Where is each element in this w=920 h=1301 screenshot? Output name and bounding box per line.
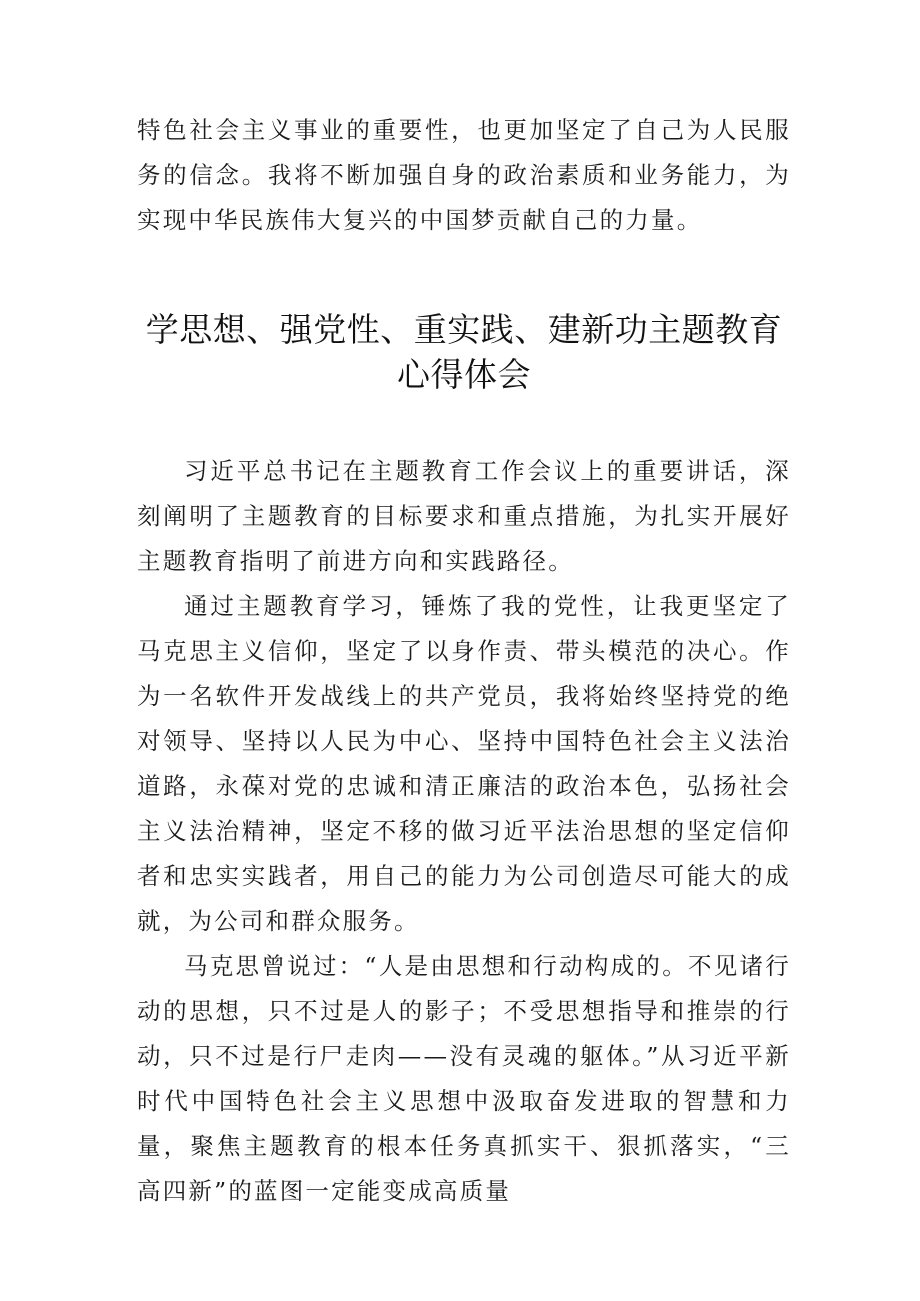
article-title: 学思想、强党性、重实践、建新功主题教育心得体会	[145, 310, 783, 394]
intro-paragraph: 特色社会主义事业的重要性，也更加坚定了自己为人民服务的信念。我将不断加强自身的政治素质和业务能力，为实现中华民族伟大复兴的中国梦贡献自己的力量。	[137, 116, 791, 234]
article-body	[137, 449, 791, 1214]
article-paragraph-1: 习近平总书记在主题教育工作会议上的重要讲话，深刻阐明了主题教育的目标要求和重点措施，为扎实开展好主题教育指明了前进方向和实践路径。	[137, 457, 791, 575]
article-paragraph-2: 通过主题教育学习，锤炼了我的党性，让我更坚定了马克思主义信仰，坚定了以身作责、带头模范的决心。作为一名软件开发战线上的共产党员，我将始终坚持党的绝对领导、坚持以人民为中心、坚持中国特色社会主义法治道路，永葆对党的忠诚和清正廉洁的政治本色，弘扬社会主义法治精神，坚定不移的做习近平法治思想的坚定信仰者和忠实实践者，用自己的能力为公司创造尽可能大的成就，为公司和群众服务。	[137, 592, 791, 935]
article-paragraph-3: 马克思曾说过：“人是由思想和行动构成的。不见诸行动的思想，只不过是人的影子；不受思想指导和推崇的行动，只不过是行尸走肉——没有灵魂的躯体。”从习近平新时代中国特色社会主义思想中汲取奋发进取的智慧和力量，聚焦主题教育的根本任务真抓实干、狠抓落实，“三高四新”的蓝图一定能变成高质量	[137, 952, 791, 1205]
